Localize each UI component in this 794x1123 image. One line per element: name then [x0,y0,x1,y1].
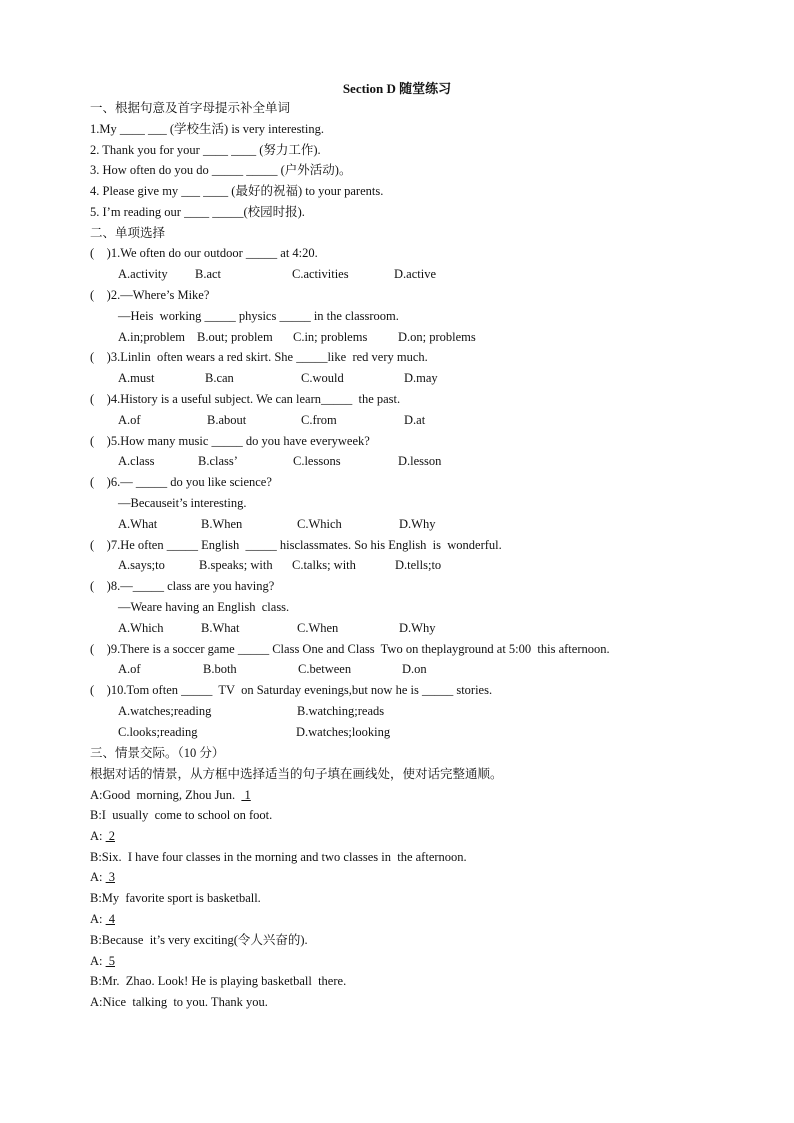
option-d: D.on [402,662,427,676]
question-stem: ( )6.— _____ do you like science? [90,475,272,489]
option-d: D.tells;to [395,558,442,572]
question-stem: ( )5.How many music _____ do you have everyweek? [90,434,370,448]
option-a: A.class [118,454,155,468]
part3-heading: 三、情景交际。（10 分） [90,746,225,760]
option-d: D.Why [399,621,436,635]
option-c: C.would [301,371,344,385]
part1-heading: 一、根据句意及首字母提示补全单词 [90,101,291,115]
part1-item: 3. How often do you do _____ _____ (户外活动)。 [90,163,352,177]
option-c: C.between [298,662,352,676]
answer-blank[interactable]: 2 [105,829,115,843]
option-c: C.from [301,413,337,427]
question-line2: —Becauseit’s interesting. [118,496,247,510]
option-a: A.says;to [118,558,165,572]
answer-blank[interactable]: 1 [241,788,251,802]
option-c: C.looks;reading [118,725,198,739]
page-title: Section D 随堂练习 [342,81,452,96]
part1-item: 2. Thank you for your ____ ____ (努力工作). [90,143,321,157]
dialogue-line: A: 5 [90,954,115,968]
option-b: B.both [203,662,237,676]
question-stem: ( )10.Tom often _____ TV on Saturday evenings,but now he is _____ stories. [90,683,493,697]
dialogue-line: B:Because it’s very exciting(令人兴奋的). [90,933,308,947]
option-a: A.activity [118,267,168,281]
option-d: D.lesson [398,454,442,468]
option-c: C.talks; with [292,558,356,572]
part2-heading: 二、单项选择 [90,226,166,240]
dialogue-line: A:Good morning, Zhou Jun. 1 [90,788,251,802]
dialogue-line: B:Six. I have four classes in the morning and two classes in the afternoon. [90,850,467,864]
option-a: A.in;problem [118,330,186,344]
option-b: B.can [205,371,234,385]
answer-blank[interactable]: 5 [105,954,115,968]
option-d: D.Why [399,517,436,531]
option-c: C.When [297,621,339,635]
option-b: B.class’ [198,454,238,468]
dialogue-line: A:Nice talking to you. Thank you. [90,995,268,1009]
option-a: A.What [118,517,158,531]
question-stem: ( )8.—_____ class are you having? [90,579,275,593]
option-b: B.out; problem [197,330,273,344]
part1-item: 5. I’m reading our ____ _____(校园时报). [90,205,305,219]
option-a: A.of [118,413,141,427]
question-stem: ( )1.We often do our outdoor _____ at 4:20. [90,246,318,260]
question-line2: —Weare having an English class. [118,600,290,614]
part1-item: 4. Please give my ___ ____ (最好的祝福) to your parents. [90,184,384,198]
option-c: C.in; problems [293,330,368,344]
option-d: D.on; problems [398,330,476,344]
dialogue-line: A: 4 [90,912,115,926]
question-line2: —Heis working _____ physics _____ in the classroom. [118,309,399,323]
question-stem: ( )7.He often _____ English _____ hisclassmates. So his English is wonderful. [90,538,502,552]
option-a: A.must [118,371,155,385]
option-b: B.about [207,413,247,427]
option-b: B.What [201,621,240,635]
dialogue-line: B:Mr. Zhao. Look! He is playing basketball there. [90,974,347,988]
option-d: D.active [394,267,436,281]
dialogue-line: A: 3 [90,870,115,884]
option-a: A.watches;reading [118,704,212,718]
question-stem: ( )9.There is a soccer game _____ Class One and Class Two on theplayground at 5:00 this afternoon. [90,642,610,656]
option-d: D.at [404,413,426,427]
dialogue-line: B:I usually come to school on foot. [90,808,273,822]
dialogue-line: A: 2 [90,829,115,843]
part1-item: 1.My ____ ___ (学校生活) is very interesting. [90,122,325,136]
option-c: C.Which [297,517,342,531]
option-b: B.act [195,267,222,281]
option-a: A.of [118,662,141,676]
answer-blank[interactable]: 3 [105,870,115,884]
option-c: C.activities [292,267,349,281]
question-stem: ( )2.—Where’s Mike? [90,288,210,302]
answer-blank[interactable]: 4 [105,912,115,926]
option-b: B.watching;reads [297,704,385,718]
option-d: D.watches;looking [296,725,391,739]
option-b: B.speaks; with [199,558,273,572]
question-stem: ( )3.Linlin often wears a red skirt. She _____like red very much. [90,350,428,364]
option-c: C.lessons [293,454,341,468]
question-stem: ( )4.History is a useful subject. We can learn_____ the past. [90,392,401,406]
part3-instruction: 根据对话的情景，从方框中选择适当的句子填在画线处，使对话完整通顺。 [90,767,503,781]
dialogue-line: B:My favorite sport is basketball. [90,891,261,905]
option-a: A.Which [118,621,164,635]
option-d: D.may [404,371,438,385]
option-b: B.When [201,517,243,531]
